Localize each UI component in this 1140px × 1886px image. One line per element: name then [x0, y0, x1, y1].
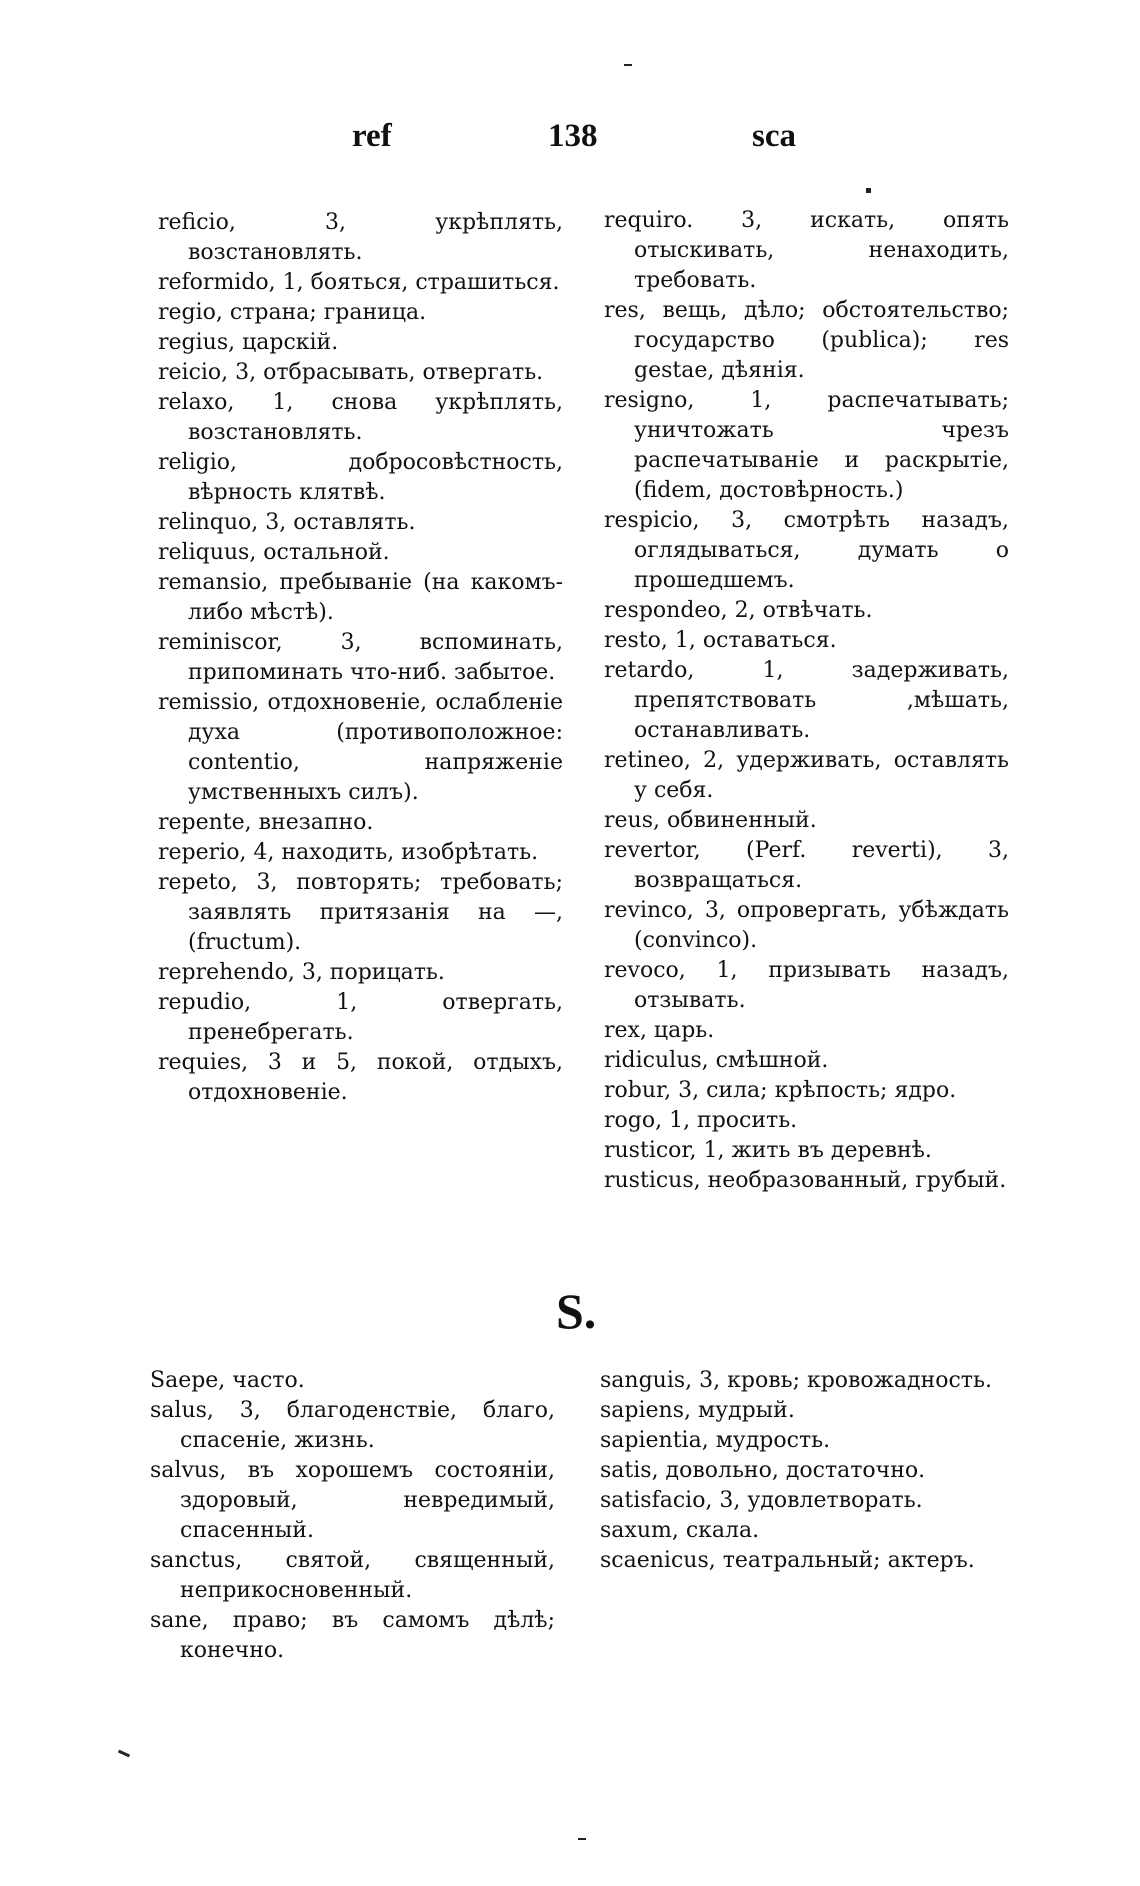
- header-last-word: sca: [752, 118, 796, 154]
- dictionary-entry: regius, царскій.: [158, 330, 339, 355]
- dictionary-entry: remissio, отдохновеніе, ослабленіе духа (противоположное: contentio, напряженіе умственныхъ силъ).: [158, 690, 563, 805]
- scan-speck: [624, 64, 632, 66]
- dictionary-entry: repente, внезапно.: [158, 810, 374, 835]
- scan-speck: [866, 188, 871, 193]
- dictionary-entry: requiro. 3, искать, опять отыскивать, ненаходить, требовать.: [604, 208, 1009, 293]
- dictionary-entry: robur, 3, сила; крѣпость; ядро.: [604, 1078, 957, 1103]
- dictionary-entry: reprehendo, 3, порицать.: [158, 960, 445, 985]
- dictionary-entry: repeto, 3, повторять; требовать; заявлять притязанія на —, (fructum).: [158, 870, 563, 955]
- header-first-word: ref: [352, 118, 392, 154]
- dictionary-entry: sanguis, 3, кровь; кровожадность.: [600, 1368, 992, 1393]
- dictionary-entry: reperio, 4, находить, изобрѣтать.: [158, 840, 539, 865]
- dictionary-entry: reformido, 1, бояться, страшиться.: [158, 270, 560, 295]
- dictionary-entry: resigno, 1, распечатывать; уничтожать чрезъ распечатываніе и раскрытіе, (fidem, достовѣрность.): [604, 388, 1009, 503]
- dictionary-entry: scaenicus, театральный; актеръ.: [600, 1548, 975, 1573]
- dictionary-entry: retardo, 1, задерживать, препятствовать ,мѣшать, останавливать.: [604, 658, 1009, 743]
- running-header: [0, 118, 1140, 168]
- dictionary-entry: respondeo, 2, отвѣчать.: [604, 598, 873, 623]
- dictionary-entry: respicio, 3, смотрѣть назадъ, оглядываться, думать о прошедшемъ.: [604, 508, 1009, 593]
- dictionary-entry: reliquus, остальной.: [158, 540, 390, 565]
- dictionary-entry: revertor, (Perf. reverti), 3, возвращаться.: [604, 838, 1009, 893]
- dictionary-entry: salvus, въ хорошемъ состояніи, здоровый, невредимый, спасенный.: [150, 1458, 555, 1543]
- dictionary-entry: rusticus, необразованный, грубый.: [604, 1168, 1007, 1193]
- dictionary-entry: repudio, 1, отвергать, пренебрегать.: [158, 990, 563, 1045]
- dictionary-entry: Saepe, часто.: [150, 1368, 305, 1393]
- dictionary-entry: rusticor, 1, жить въ деревнѣ.: [604, 1138, 932, 1163]
- dictionary-entry: revoco, 1, призывать назадъ, отзывать.: [604, 958, 1009, 1013]
- dictionary-entry: sapiens, мудрый.: [600, 1398, 795, 1423]
- dictionary-entry: requies, 3 и 5, покой, отдыхъ, отдохновеніе.: [158, 1050, 563, 1105]
- dictionary-entry: satisfacio, 3, удовлетворать.: [600, 1488, 923, 1513]
- dictionary-entry: revinco, 3, опровергать, убѣждать (convinco).: [604, 898, 1009, 953]
- dictionary-entry: res, вещь, дѣло; обстоятельство; государство (publica); res gestae, дѣянія.: [604, 298, 1009, 383]
- page-number: 138: [548, 118, 598, 154]
- dictionary-entry: remansio, пребываніе (на какомъ-либо мѣстѣ).: [158, 570, 563, 625]
- entries-r-right-column: [604, 206, 1009, 1196]
- scan-speck: [118, 1750, 130, 1758]
- section-letter-heading: S.: [556, 1283, 597, 1339]
- dictionary-entry: rogo, 1, просить.: [604, 1108, 798, 1133]
- entries-s-right-column: [600, 1366, 1005, 1576]
- dictionary-entry: regio, страна; граница.: [158, 300, 427, 325]
- dictionary-entry: reficio, 3, укрѣплять, возстановлять.: [158, 210, 563, 265]
- dictionary-entry: salus, 3, благоденствіе, благо, спасеніе, жизнь.: [150, 1398, 555, 1453]
- entries-s-left-column: [150, 1366, 555, 1666]
- dictionary-entry: relinquo, 3, оставлять.: [158, 510, 416, 535]
- dictionary-entry: retineo, 2, удерживать, оставлять у себя.: [604, 748, 1009, 803]
- dictionary-entry: saxum, скала.: [600, 1518, 760, 1543]
- dictionary-entry: reminiscor, 3, вспоминать, припоминать что-ниб. забытое.: [158, 630, 563, 685]
- dictionary-entry: ridiculus, смѣшной.: [604, 1048, 829, 1073]
- dictionary-entry: sane, право; въ самомъ дѣлѣ; конечно.: [150, 1608, 555, 1663]
- scan-speck: [578, 1838, 586, 1840]
- dictionary-entry: reus, обвиненный.: [604, 808, 817, 833]
- dictionary-entry: resto, 1, оставаться.: [604, 628, 837, 653]
- dictionary-entry: reicio, 3, отбрасывать, отвергать.: [158, 360, 544, 385]
- dictionary-entry: satis, довольно, достаточно.: [600, 1458, 926, 1483]
- dictionary-entry: religio, добросовѣстность, вѣрность клятвѣ.: [158, 450, 563, 505]
- dictionary-entry: rex, царь.: [604, 1018, 715, 1043]
- entries-r-left-column: [158, 208, 563, 1108]
- dictionary-entry: relaxo, 1, снова укрѣплять, возстановлять.: [158, 390, 563, 445]
- dictionary-entry: sanctus, святой, священный, неприкосновенный.: [150, 1548, 555, 1603]
- dictionary-entry: sapientia, мудрость.: [600, 1428, 831, 1453]
